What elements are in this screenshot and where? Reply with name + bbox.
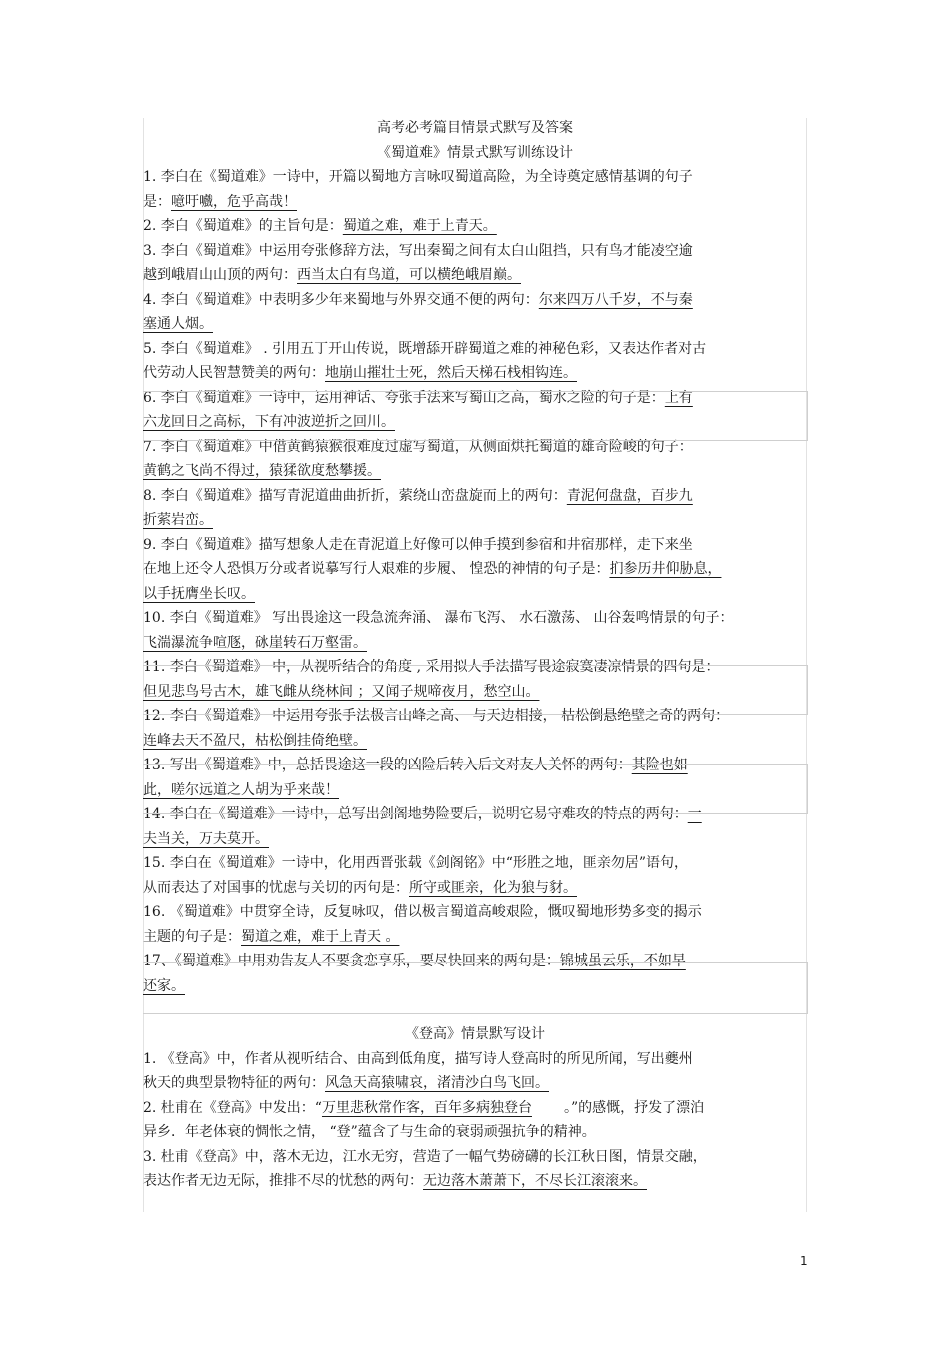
answer-13-part-1: 其险也如 [631,757,688,773]
section-gap [143,998,807,1022]
question-11-line-1: 11. 李白《蜀道难》 中，从视听结合的角度 , 采用拟人手法描写畏途寂寞凄凉情景的四句是： [143,659,720,675]
denggao-answer-2: 万里悲秋常作客，百年多病独登台 [321,1099,532,1116]
question-16-line-1: 16. 《蜀道难》中贯穿全诗，反复咏叹，借以极言蜀道高峻艰险，慨叹蜀地形势多变的揭示 [143,904,702,920]
question-13-line-2 [143,778,807,803]
question-6-line-1: 6. 李白《蜀道难》一诗中，运用神话、夸张手法来写蜀山之高，蜀水之险的句子是：上有 [143,389,693,406]
question-9-line-1: 9. 李白《蜀道难》描写想象人走在青泥道上好像可以伸手摸到参宿和井宿那样，走下来坐 [143,536,693,553]
answer-11: 但见悲鸟号古木，雄飞雌从绕林间 ；又闻子规啼夜月，愁空山。 [143,683,540,700]
answer-17-part-1: 锦城虽云乐，不如早 [559,953,686,969]
answer-6-part-1: 上有 [664,389,693,406]
question-4-line-1: 4. 李白《蜀道难》中表明多少年来蜀地与外界交通不便的两句：尔来四万八千岁，不与秦 [143,288,807,313]
answer-5: 地崩山摧壮士死，然后天梯石栈相钩连。 [325,365,577,381]
question-14-line-2 [143,827,807,852]
answer-4-part-1: 尔来四万八千岁，不与秦 [538,291,693,308]
question-16-line-2: 主题的句子是：蜀道之难，难于上青天 。 [143,925,807,950]
question-3-line-2: 越到峨眉山山顶的两句：西当太白有鸟道，可以横绝峨眉巅。 [143,263,807,288]
answer-4-part-2: 塞通人烟。 [143,316,213,332]
question-6-line-2 [143,410,807,435]
denggao-question-2-line-2: 异乡．年老体衰的惆怅之情， “登”蕴含了与生命的衰弱顽强抗争的精神。 [143,1124,596,1140]
question-11-line-2 [143,680,807,705]
denggao-question-3-line-1: 3. 杜甫《登高》中，落木无边，江水无穷，营造了一幅气势磅礴的长江秋日图，情景交融， [143,1148,707,1165]
question-13-line-1: 13. 写出《蜀道难》中，总括畏途这一段的凶险后转入后文对友人关怀的两句：其险也如 [143,757,688,773]
answer-14-part-2: 夫当关，万夫莫开。 [143,830,269,847]
answer-12: 连峰去天不盈尺，枯松倒挂倚绝壁。 [143,732,367,749]
answer-13-part-2: 此，嗟尔远道之人胡为乎来哉！ [143,781,339,798]
question-17-line-2 [143,974,807,999]
question-8-line-2 [143,508,807,533]
answer-16: 蜀道之难，难于上青天 。 [241,928,400,945]
question-9-line-2: 在地上还令人恐惧万分或者说摹写行人艰难的步履、 惶恐的神情的句子是：扪参历井仰胁息， [143,557,807,582]
answer-8-part-2: 折萦岩峦。 [143,512,213,528]
answer-8-part-1: 青泥何盘盘，百步九 [566,487,693,504]
answer-17-part-2: 还家。 [143,977,185,994]
question-14-line-1: 14. 李白在《蜀道难》一诗中，总写出剑阁地势险要后，说明它易守难攻的特点的两句：一 [143,806,702,822]
page-number: 1 [800,1254,808,1268]
answer-2: 蜀道之难，难于上青天。 [342,218,497,234]
answer-1: 噫吁嚱，危乎高哉！ [171,193,297,210]
question-5-line-2: 代劳动人民智慧赞美的两句：地崩山摧壮士死，然后天梯石栈相钩连。 [143,361,807,386]
question-10-line-1: 10. 李白《蜀道难》 写出畏途这一段急流奔涌、 瀑布飞泻、 水石激荡、 山谷轰鸣情景的句子： [143,610,734,626]
answer-9-part-2: 以手抚膺坐长叹。 [143,585,255,602]
answer-7: 黄鹤之飞尚不得过，猿猱欲度愁攀援。 [143,463,381,479]
answer-9-part-1: 扪参历井仰胁息， [609,561,722,577]
denggao-question-2-line-1: 2. 杜甫在《登高》中发出：“万里悲秋常作客，百年多病独登台 。”的感慨，抒发了漂泊 [143,1099,705,1116]
answer-6-part-2: 六龙回日之高标，下有冲波逆折之回川。 [143,414,395,430]
question-7-line-2 [143,459,807,484]
question-10-line-2 [143,631,807,656]
denggao-answer-3: 无边落木萧萧下，不尽长江滚滚来。 [423,1173,647,1189]
answer-15: 所守或匪亲，化为狼与豺。 [409,879,577,896]
answer-10: 飞湍瀑流争喧豗，砯崖转石万壑雷。 [143,634,367,651]
denggao-question-1-line-1: 1. 《登高》中，作者从视听结合、由高到低角度，描写诗人登高时的所见所闻，写出夔州 [143,1050,693,1067]
denggao-answer-1: 风急天高猿啸哀，渚清沙白鸟飞回。 [325,1075,549,1091]
question-15-line-1: 15. 李白在《蜀道难》一诗中，化用西晋张载《剑阁铭》中“形胜之地，匪亲勿居”语句， [143,855,689,871]
document-body [143,116,807,1194]
question-1-line-1: 1. 李白在《蜀道难》一诗中，开篇以蜀地方言咏叹蜀道高险，为全诗奠定感情基调的句子 [143,169,693,185]
question-5-line-1: 5. 李白《蜀道难》 . 引用五丁开山传说，既增舔开辟蜀道之难的神秘色彩，又表达作者对古 [143,340,707,357]
question-15-line-2: 从而表达了对国事的忧虑与关切的丙句是：所守或匪亲，化为狼与豺。 [143,876,807,901]
question-12-line-2 [143,729,807,754]
section-title-denggao: 《登高》情景默写设计 [405,1026,545,1042]
denggao-question-3-line-2: 表达作者无边无际，推排不尽的忧愁的两句：无边落木萧萧下，不尽长江滚滚来。 [143,1169,807,1194]
answer-14-part-1: 一 [687,806,702,822]
section-title-shudaonan: 《蜀道难》情景式默写训练设计 [377,144,573,161]
question-17-line-1: 17、《蜀道难》中用劝告友人不要贪恋享乐，要尽快回来的两句是：锦城虽云乐，不如早 [143,949,807,974]
question-12-line-1: 12. 李白《蜀道难》 中运用夸张手法极言山峰之高、 与天边相接， 枯松倒悬绝壁之奇的两句： [143,708,730,724]
question-9-line-3 [143,582,807,607]
question-8-line-1: 8. 李白《蜀道难》描写青泥道曲曲折折，萦绕山峦盘旋而上的两句：青泥何盘盘，百步九 [143,484,807,509]
question-1-line-2: 是：噫吁嚱，危乎高哉！ [143,190,807,215]
question-3-line-1: 3. 李白《蜀道难》中运用夸张修辞方法，写出秦蜀之间有太白山阻挡，只有鸟才能凌空逾 [143,242,693,259]
document-title: 高考必考篇目情景式默写及答案 [377,120,573,136]
denggao-question-1-line-2: 秋天的典型景物特征的两句：风急天高猿啸哀，渚清沙白鸟飞回。 [143,1071,807,1096]
question-4-line-2 [143,312,807,337]
question-7-line-1: 7. 李白《蜀道难》中借黄鹤猿猴很难度过虚写蜀道，从侧面烘托蜀道的雄奇险峻的句子： [143,438,693,455]
answer-3: 西当太白有鸟道，可以横绝峨眉巅。 [297,267,521,283]
question-2: 2. 李白《蜀道难》的主旨句是：蜀道之难，难于上青天。 [143,214,807,239]
